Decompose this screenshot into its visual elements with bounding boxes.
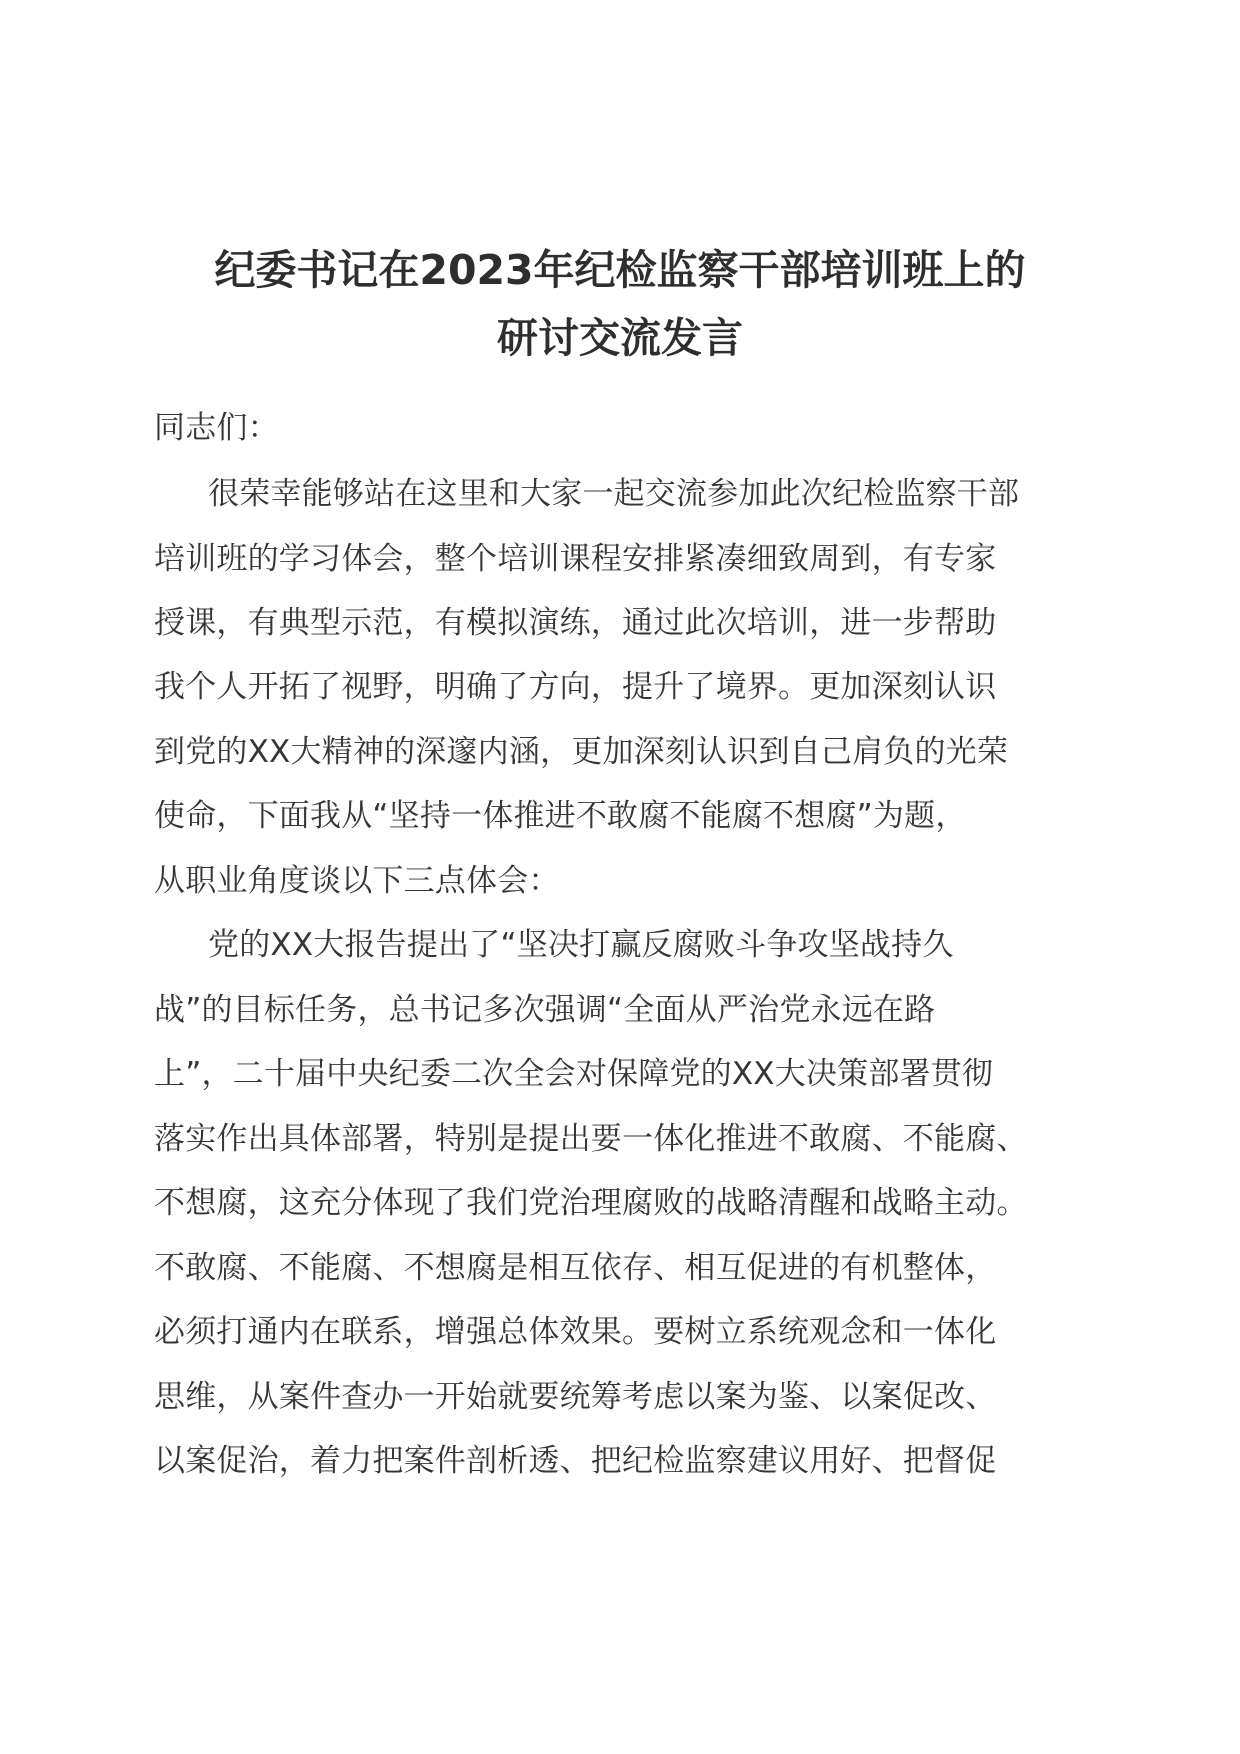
paragraph-1-line-1: 很荣幸能够站在这里和大家一起交流参加此次纪检监察干部 (208, 476, 1020, 512)
paragraph-1-line-2: 培训班的学习体会，整个培训课程安排紧凑细致周到，有专家 (154, 541, 997, 577)
paragraph-2-line-5: 不想腐，这充分体现了我们党治理腐败的战略清醒和战略主动。 (154, 1185, 1028, 1221)
paragraph-1-line-4: 我个人开拓了视野，明确了方向，提升了境界。更加深刻认识 (154, 669, 997, 705)
paragraph-2-line-6: 不敢腐、不能腐、不想腐是相互依存、相互促进的有机整体， (154, 1250, 997, 1286)
paragraph-2-line-3: 上”，二十届中央纪委二次全会对保障党的XX大决策部署贯彻 (154, 1056, 994, 1092)
paragraph-1-line-6: 使命，下面我从“坚持一体推进不敢腐不能腐不想腐”为题， (154, 798, 967, 834)
paragraph-2-line-2: 战”的目标任务，总书记多次强调“全面从严治党永远在路 (154, 992, 936, 1028)
paragraph-2-line-8: 思维，从案件查办一开始就要统筹考虑以案为鉴、以案促改、 (154, 1379, 997, 1415)
salutation: 同志们： (154, 410, 279, 446)
paragraph-2-line-1: 党的XX大报告提出了“坚决打赢反腐败斗争攻坚战持久 (208, 927, 954, 963)
paragraph-2-line-9: 以案促治，着力把案件剖析透、把纪检监察建议用好、把督促 (154, 1443, 997, 1479)
document-title-line-2: 研讨交流发言 (497, 314, 743, 362)
paragraph-1-line-5: 到党的XX大精神的深邃内涵，更加深刻认识到自己肩负的光荣 (154, 734, 1009, 770)
paragraph-1-line-7: 从职业角度谈以下三点体会： (154, 863, 560, 899)
paragraph-2-line-7: 必须打通内在联系，增强总体效果。要树立系统观念和一体化 (154, 1314, 997, 1350)
paragraph-1-line-3: 授课，有典型示范，有模拟演练，通过此次培训，进一步帮助 (154, 605, 997, 641)
paragraph-2-line-4: 落实作出具体部署，特别是提出要一体化推进不敢腐、不能腐、 (154, 1121, 1028, 1157)
document-title-line-1: 纪委书记在2023年纪检监察干部培训班上的 (214, 246, 1026, 294)
